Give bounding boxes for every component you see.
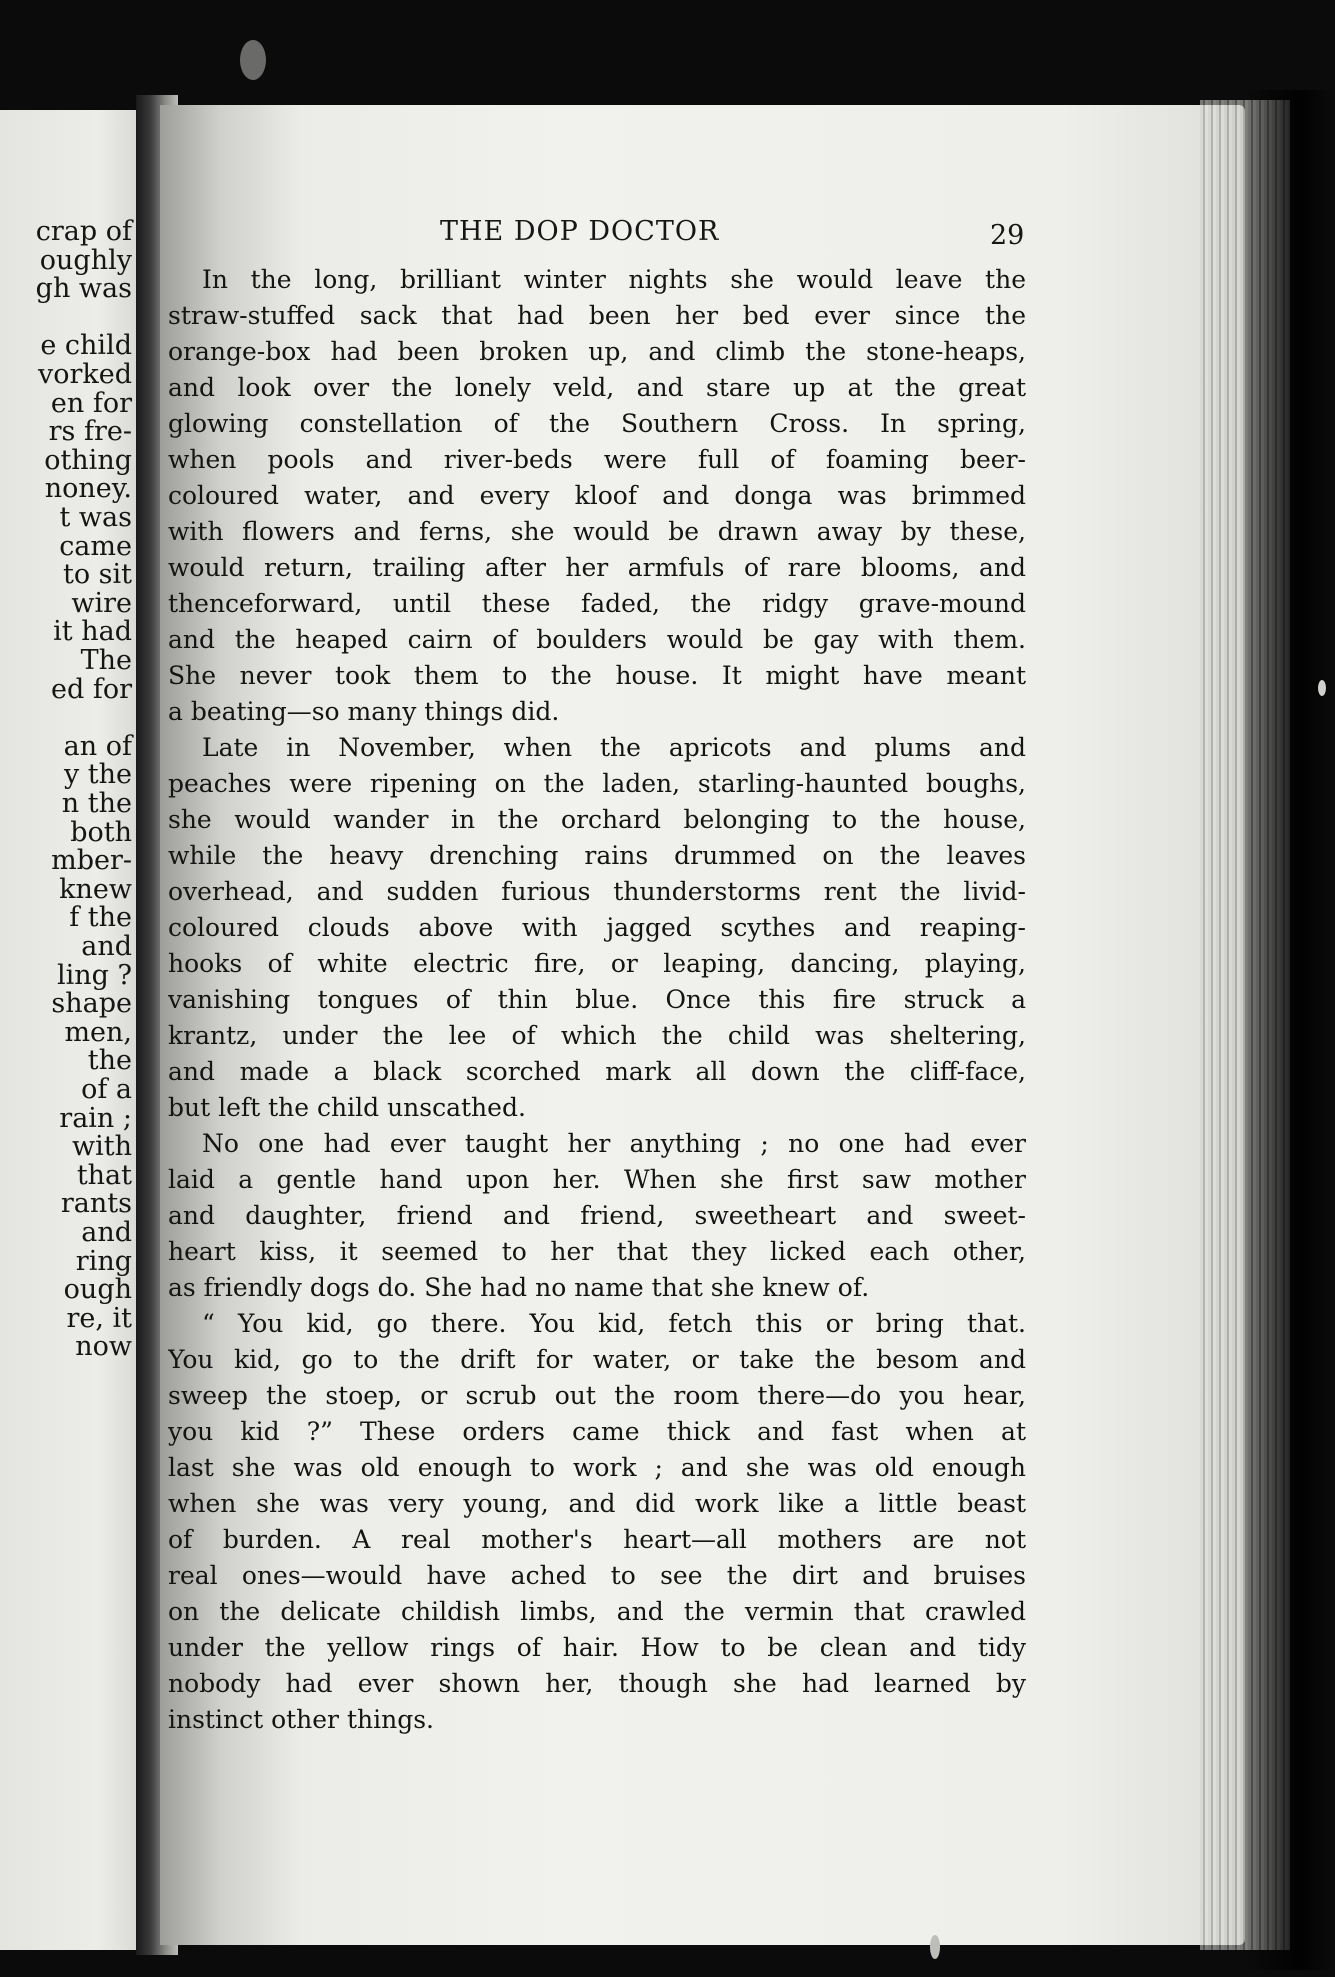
text-line: would return, trailing after her armfuls of rare blooms, and [168, 553, 1026, 582]
text-line: last she was old enough to work ; and she was old enough [168, 1453, 1026, 1482]
facing-page-line: ough [63, 1274, 132, 1305]
text-line: hooks of white electric fire, or leaping, dancing, playing, [168, 949, 1026, 978]
facing-page-line: the [87, 1045, 132, 1076]
facing-page-line: to sit [62, 559, 132, 590]
facing-page-line: rain ; [59, 1103, 132, 1134]
facing-page-line: y the [63, 759, 132, 790]
text-line: She never took them to the house. It might have meant [168, 661, 1026, 690]
facing-page-line: noney. [44, 473, 132, 504]
text-line: and daughter, friend and friend, sweetheart and sweet- [168, 1201, 1026, 1230]
facing-page [0, 110, 140, 1950]
text-line: she would wander in the orchard belonging to the house, [168, 805, 1026, 834]
text-line: vanishing tongues of thin blue. Once this fire struck a [168, 985, 1026, 1014]
text-line: instinct other things. [168, 1705, 434, 1734]
facing-page-line: now [75, 1331, 132, 1362]
text-line: laid a gentle hand upon her. When she first saw mother [168, 1165, 1026, 1194]
facing-page-line: that [76, 1160, 132, 1191]
text-line: and look over the lonely veld, and stare up at the great [168, 373, 1026, 402]
text-line: thenceforward, until these faded, the ridgy grave-mound [168, 589, 1026, 618]
facing-page-line: othing [44, 445, 132, 476]
text-line: coloured clouds above with jagged scythes and reaping- [168, 913, 1026, 942]
text-line: with flowers and ferns, she would be drawn away by these, [168, 517, 1026, 546]
facing-page-line: rs fre- [48, 416, 132, 447]
text-line: “ You kid, go there. You kid, fetch this or bring that. [202, 1309, 1026, 1338]
page-shadow [1245, 90, 1335, 1970]
facing-page-line: en for [50, 388, 132, 419]
text-line: overhead, and sudden furious thunderstorms rent the livid- [168, 877, 1026, 906]
facing-page-line: re, it [66, 1303, 132, 1334]
text-line: and made a black scorched mark all down the cliff-face, [168, 1057, 1026, 1086]
dust-speck [1318, 680, 1326, 696]
facing-page-line: e child [40, 330, 132, 361]
text-line: peaches were ripening on the laden, starling-haunted boughs, [168, 769, 1026, 798]
facing-page-line: mber- [51, 845, 132, 876]
text-line: Late in November, when the apricots and plums and [202, 733, 1026, 762]
text-line: In the long, brilliant winter nights she would leave the [202, 265, 1026, 294]
facing-page-line: men, [64, 1017, 132, 1048]
facing-page-line: wire [71, 588, 132, 619]
text-line: you kid ?” These orders came thick and fast when at [168, 1417, 1026, 1446]
facing-page-line: gh was [35, 273, 132, 304]
text-line: krantz, under the lee of which the child was sheltering, [168, 1021, 1026, 1050]
text-line: You kid, go to the drift for water, or take the besom and [168, 1345, 1026, 1374]
text-line: real ones—would have ached to see the dirt and bruises [168, 1561, 1026, 1590]
dust-speck [930, 1935, 940, 1959]
text-line: when pools and river-beds were full of foaming beer- [168, 445, 1026, 474]
facing-page-line: it had [53, 616, 132, 647]
body-text [168, 262, 1026, 1738]
text-line: No one had ever taught her anything ; no one had ever [202, 1129, 1026, 1158]
facing-page-line: of a [81, 1074, 132, 1105]
text-line: and the heaped cairn of boulders would be gay with them. [168, 625, 1026, 654]
facing-page-line: f the [69, 902, 132, 933]
facing-page-line: oughly [39, 245, 132, 276]
text-line: under the yellow rings of hair. How to be clean and tidy [168, 1633, 1026, 1662]
text-line: while the heavy drenching rains drummed on the leaves [168, 841, 1026, 870]
text-line: nobody had ever shown her, though she had learned by [168, 1669, 1026, 1698]
facing-page-line: ed for [51, 674, 132, 705]
text-line: but left the child unscathed. [168, 1093, 526, 1122]
facing-page-line: knew [59, 874, 132, 905]
facing-page-line: rants [60, 1188, 132, 1219]
facing-page-line: with [72, 1131, 132, 1162]
facing-page-line: shape [51, 988, 132, 1019]
facing-page-line: both [70, 817, 132, 848]
facing-page-line: and [81, 1217, 132, 1248]
text-line: glowing constellation of the Southern Cross. In spring, [168, 409, 1026, 438]
facing-page-line: ling ? [56, 960, 132, 991]
running-head: THE DOP DOCTOR [440, 216, 720, 247]
text-line: orange-box had been broken up, and climb the stone-heaps, [168, 337, 1026, 366]
facing-page-line: crap of [35, 216, 132, 247]
text-line: as friendly dogs do. She had no name that she knew of. [168, 1273, 870, 1302]
text-line: sweep the stoep, or scrub out the room there—do you hear, [168, 1381, 1026, 1410]
text-line: a beating—so many things did. [168, 697, 560, 726]
facing-page-line: The [80, 645, 132, 676]
facing-page-line: and [81, 931, 132, 962]
facing-page-line: vorked [37, 359, 132, 390]
page-number: 29 [990, 220, 1025, 251]
text-line: on the delicate childish limbs, and the vermin that crawled [168, 1597, 1026, 1626]
facing-page-line: t was [59, 502, 132, 533]
text-line: when she was very young, and did work like a little beast [168, 1489, 1026, 1518]
text-line: coloured water, and every kloof and donga was brimmed [168, 481, 1026, 510]
text-line: heart kiss, it seemed to her that they licked each other, [168, 1237, 1026, 1266]
text-line: of burden. A real mother's heart—all mothers are not [168, 1525, 1026, 1554]
facing-page-line: ring [75, 1246, 132, 1277]
text-line: straw-stuffed sack that had been her bed ever since the [168, 301, 1026, 330]
facing-page-line: an of [63, 731, 132, 762]
facing-page-line: n the [61, 788, 132, 819]
dust-speck [240, 40, 266, 80]
facing-page-line: came [59, 531, 132, 562]
